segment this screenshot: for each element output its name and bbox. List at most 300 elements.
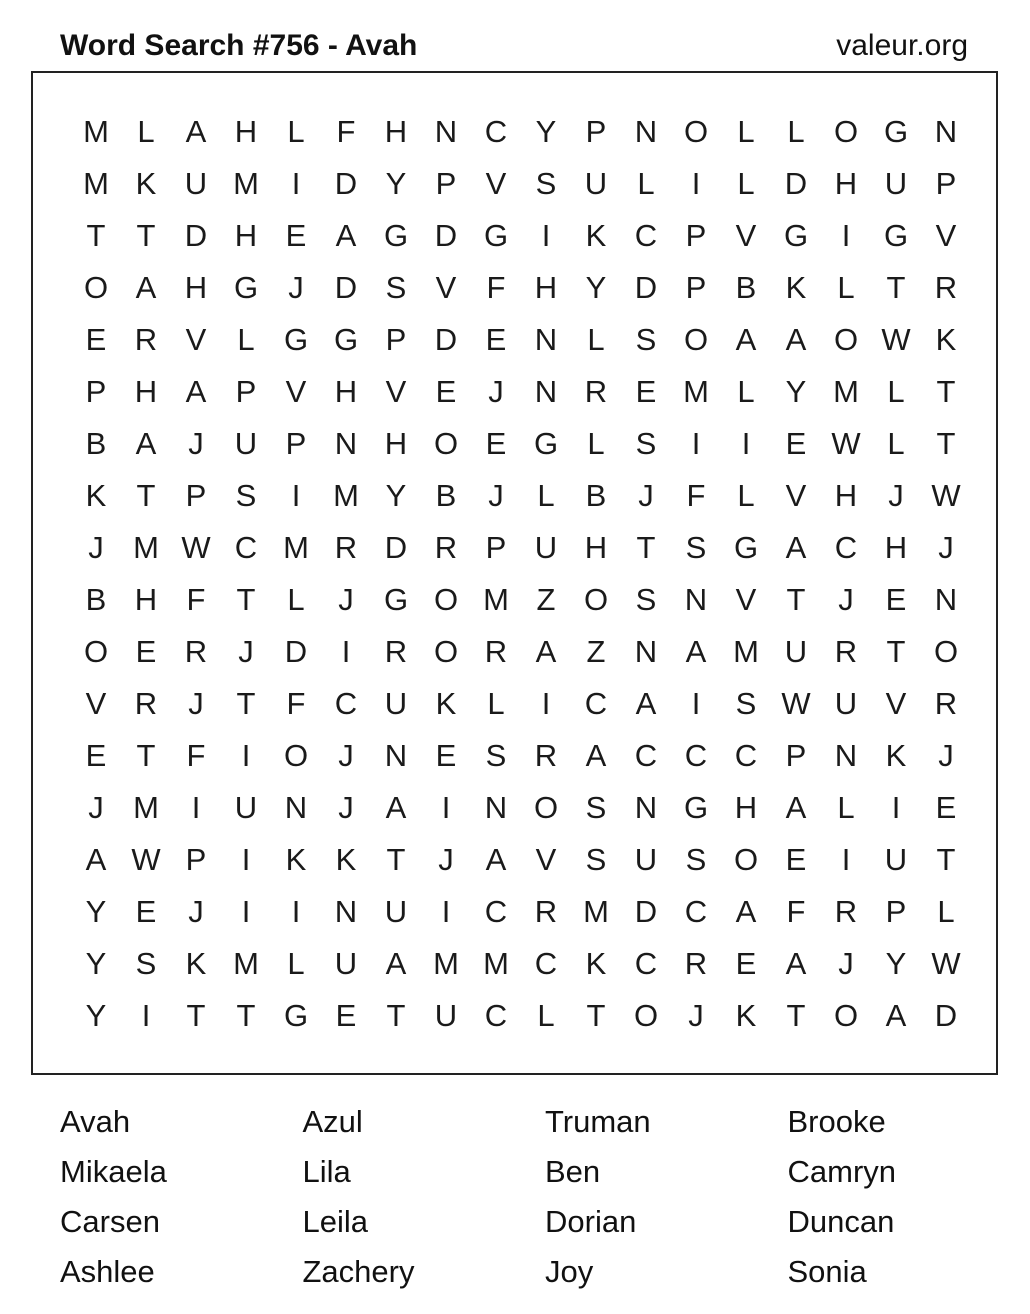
grid-letter[interactable]: I (241, 894, 251, 929)
grid-letter[interactable]: L (537, 478, 555, 513)
grid-letter[interactable]: A (485, 842, 507, 877)
grid-letter[interactable]: I (691, 166, 701, 201)
grid-letter[interactable]: T (386, 998, 406, 1033)
grid-letter[interactable]: O (583, 582, 609, 617)
grid-letter[interactable]: H (834, 478, 858, 513)
grid-letter[interactable]: L (287, 114, 305, 149)
grid-letter[interactable]: L (737, 166, 755, 201)
grid-letter[interactable]: G (733, 530, 759, 565)
grid-letter[interactable]: H (834, 166, 858, 201)
grid-letter[interactable]: A (385, 946, 407, 981)
grid-letter[interactable]: A (685, 634, 707, 669)
grid-letter[interactable]: I (691, 686, 701, 721)
grid-letter[interactable]: P (435, 166, 457, 201)
grid-letter[interactable]: R (434, 530, 458, 565)
grid-letter[interactable]: S (235, 478, 257, 513)
grid-letter[interactable]: I (541, 218, 551, 253)
grid-letter[interactable]: W (831, 426, 861, 461)
grid-letter[interactable]: O (833, 322, 859, 357)
grid-letter[interactable]: E (785, 842, 807, 877)
grid-letter[interactable]: J (188, 426, 204, 461)
grid-letter[interactable]: V (785, 478, 807, 513)
grid-letter[interactable]: E (135, 894, 157, 929)
grid-letter[interactable]: M (733, 634, 759, 669)
grid-letter[interactable]: Z (586, 634, 606, 669)
grid-letter[interactable]: F (186, 738, 206, 773)
grid-letter[interactable]: A (785, 946, 807, 981)
grid-letter[interactable]: K (335, 842, 357, 877)
grid-letter[interactable]: V (885, 686, 907, 721)
grid-letter[interactable]: W (131, 842, 161, 877)
grid-letter[interactable]: G (483, 218, 509, 253)
grid-letter[interactable]: B (435, 478, 457, 513)
grid-letter[interactable]: J (888, 478, 904, 513)
grid-letter[interactable]: I (741, 426, 751, 461)
grid-letter[interactable]: K (785, 270, 807, 305)
grid-letter[interactable]: J (288, 270, 304, 305)
grid-letter[interactable]: M (583, 894, 609, 929)
grid-letter[interactable]: V (385, 374, 407, 409)
grid-letter[interactable]: K (435, 686, 457, 721)
grid-letter[interactable]: N (434, 114, 458, 149)
grid-letter[interactable]: H (184, 270, 208, 305)
grid-letter[interactable]: E (135, 634, 157, 669)
grid-letter[interactable]: L (637, 166, 655, 201)
grid-letter[interactable]: W (881, 322, 911, 357)
grid-letter[interactable]: N (684, 582, 708, 617)
grid-letter[interactable]: C (584, 686, 608, 721)
grid-letter[interactable]: T (936, 374, 956, 409)
grid-letter[interactable]: M (133, 530, 159, 565)
grid-letter[interactable]: W (931, 478, 961, 513)
grid-letter[interactable]: P (585, 114, 607, 149)
grid-letter[interactable]: U (884, 842, 908, 877)
grid-letter[interactable]: A (785, 322, 807, 357)
grid-letter[interactable]: G (333, 322, 359, 357)
grid-letter[interactable]: E (85, 738, 107, 773)
grid-letter[interactable]: R (134, 686, 158, 721)
grid-letter[interactable]: T (786, 998, 806, 1033)
grid-letter[interactable]: T (136, 738, 156, 773)
grid-letter[interactable]: T (636, 530, 656, 565)
grid-letter[interactable]: H (534, 270, 558, 305)
grid-letter[interactable]: R (534, 738, 558, 773)
grid-letter[interactable]: D (634, 894, 658, 929)
grid-letter[interactable]: E (435, 738, 457, 773)
grid-letter[interactable]: H (234, 218, 258, 253)
grid-letter[interactable]: L (537, 998, 555, 1033)
grid-letter[interactable]: C (484, 114, 508, 149)
grid-letter[interactable]: S (585, 842, 607, 877)
grid-letter[interactable]: U (434, 998, 458, 1033)
grid-letter[interactable]: H (234, 114, 258, 149)
grid-letter[interactable]: O (733, 842, 759, 877)
grid-letter[interactable]: N (834, 738, 858, 773)
grid-letter[interactable]: V (485, 166, 507, 201)
grid-letter[interactable]: F (286, 686, 306, 721)
grid-letter[interactable]: I (291, 478, 301, 513)
grid-letter[interactable]: J (488, 374, 504, 409)
grid-letter[interactable]: U (534, 530, 558, 565)
grid-letter[interactable]: J (488, 478, 504, 513)
grid-letter[interactable]: O (283, 738, 309, 773)
grid-letter[interactable]: A (185, 114, 207, 149)
grid-letter[interactable]: I (141, 998, 151, 1033)
grid-letter[interactable]: C (634, 738, 658, 773)
grid-letter[interactable]: P (385, 322, 407, 357)
grid-letter[interactable]: K (135, 166, 157, 201)
grid-letter[interactable]: N (284, 790, 308, 825)
grid-letter[interactable]: S (635, 426, 657, 461)
grid-letter[interactable]: F (786, 894, 806, 929)
grid-letter[interactable]: T (786, 582, 806, 617)
grid-letter[interactable]: N (634, 790, 658, 825)
grid-letter[interactable]: Y (585, 270, 607, 305)
grid-letter[interactable]: M (233, 166, 259, 201)
grid-letter[interactable]: V (285, 374, 307, 409)
grid-letter[interactable]: S (585, 790, 607, 825)
grid-letter[interactable]: J (338, 582, 354, 617)
grid-letter[interactable]: B (85, 426, 107, 461)
grid-letter[interactable]: I (891, 790, 901, 825)
grid-letter[interactable]: L (887, 426, 905, 461)
grid-letter[interactable]: Y (385, 166, 407, 201)
grid-letter[interactable]: J (938, 530, 954, 565)
grid-letter[interactable]: S (685, 842, 707, 877)
grid-letter[interactable]: H (384, 114, 408, 149)
grid-letter[interactable]: J (638, 478, 654, 513)
grid-letter[interactable]: A (735, 894, 757, 929)
grid-letter[interactable]: V (735, 218, 757, 253)
grid-letter[interactable]: D (384, 530, 408, 565)
grid-letter[interactable]: C (634, 218, 658, 253)
grid-letter[interactable]: I (841, 218, 851, 253)
grid-letter[interactable]: E (285, 218, 307, 253)
grid-letter[interactable]: G (383, 582, 409, 617)
grid-letter[interactable]: O (83, 634, 109, 669)
grid-letter[interactable]: E (785, 426, 807, 461)
grid-letter[interactable]: H (584, 530, 608, 565)
grid-letter[interactable]: P (685, 218, 707, 253)
grid-letter[interactable]: U (184, 166, 208, 201)
grid-letter[interactable]: D (784, 166, 808, 201)
grid-letter[interactable]: F (186, 582, 206, 617)
grid-letter[interactable]: K (735, 998, 757, 1033)
grid-letter[interactable]: D (434, 218, 458, 253)
grid-letter[interactable]: I (691, 426, 701, 461)
grid-letter[interactable]: P (935, 166, 957, 201)
grid-letter[interactable]: A (335, 218, 357, 253)
grid-letter[interactable]: Y (85, 998, 107, 1033)
grid-letter[interactable]: L (487, 686, 505, 721)
grid-letter[interactable]: P (185, 842, 207, 877)
grid-letter[interactable]: G (533, 426, 559, 461)
grid-letter[interactable]: A (135, 270, 157, 305)
grid-letter[interactable]: U (334, 946, 358, 981)
grid-letter[interactable]: J (88, 530, 104, 565)
grid-letter[interactable]: C (634, 946, 658, 981)
grid-letter[interactable]: M (683, 374, 709, 409)
grid-letter[interactable]: M (483, 946, 509, 981)
grid-letter[interactable]: L (587, 426, 605, 461)
grid-letter[interactable]: O (683, 322, 709, 357)
grid-letter[interactable]: K (185, 946, 207, 981)
grid-letter[interactable]: E (885, 582, 907, 617)
grid-letter[interactable]: T (136, 478, 156, 513)
grid-letter[interactable]: C (684, 894, 708, 929)
grid-letter[interactable]: N (384, 738, 408, 773)
grid-letter[interactable]: A (85, 842, 107, 877)
grid-letter[interactable]: C (534, 946, 558, 981)
grid-letter[interactable]: Y (385, 478, 407, 513)
grid-letter[interactable]: S (735, 686, 757, 721)
grid-letter[interactable]: U (234, 790, 258, 825)
grid-letter[interactable]: R (534, 894, 558, 929)
grid-letter[interactable]: P (185, 478, 207, 513)
grid-letter[interactable]: C (484, 998, 508, 1033)
grid-letter[interactable]: E (85, 322, 107, 357)
grid-letter[interactable]: A (185, 374, 207, 409)
grid-letter[interactable]: D (184, 218, 208, 253)
grid-letter[interactable]: U (634, 842, 658, 877)
grid-letter[interactable]: M (233, 946, 259, 981)
grid-letter[interactable]: O (833, 998, 859, 1033)
grid-letter[interactable]: I (441, 790, 451, 825)
grid-letter[interactable]: R (834, 894, 858, 929)
grid-letter[interactable]: N (334, 894, 358, 929)
grid-letter[interactable]: T (886, 634, 906, 669)
grid-letter[interactable]: F (486, 270, 506, 305)
grid-letter[interactable]: W (781, 686, 811, 721)
grid-letter[interactable]: A (585, 738, 607, 773)
grid-letter[interactable]: A (735, 322, 757, 357)
grid-letter[interactable]: S (485, 738, 507, 773)
grid-letter[interactable]: N (934, 582, 958, 617)
grid-letter[interactable]: I (441, 894, 451, 929)
grid-letter[interactable]: C (834, 530, 858, 565)
grid-letter[interactable]: G (783, 218, 809, 253)
grid-letter[interactable]: C (734, 738, 758, 773)
grid-letter[interactable]: K (885, 738, 907, 773)
grid-letter[interactable]: N (934, 114, 958, 149)
grid-letter[interactable]: D (334, 270, 358, 305)
grid-letter[interactable]: I (241, 738, 251, 773)
grid-letter[interactable]: I (291, 894, 301, 929)
grid-letter[interactable]: N (634, 114, 658, 149)
grid-letter[interactable]: V (185, 322, 207, 357)
grid-letter[interactable]: A (785, 530, 807, 565)
grid-letter[interactable]: S (385, 270, 407, 305)
grid-letter[interactable]: P (785, 738, 807, 773)
grid-letter[interactable]: G (283, 998, 309, 1033)
grid-letter[interactable]: T (236, 998, 256, 1033)
grid-letter[interactable]: C (484, 894, 508, 929)
grid-letter[interactable]: E (635, 374, 657, 409)
grid-letter[interactable]: F (686, 478, 706, 513)
grid-letter[interactable]: P (485, 530, 507, 565)
grid-letter[interactable]: P (285, 426, 307, 461)
grid-letter[interactable]: A (135, 426, 157, 461)
grid-letter[interactable]: A (885, 998, 907, 1033)
grid-letter[interactable]: H (884, 530, 908, 565)
grid-letter[interactable]: E (485, 322, 507, 357)
grid-letter[interactable]: G (683, 790, 709, 825)
grid-letter[interactable]: H (384, 426, 408, 461)
grid-letter[interactable]: K (285, 842, 307, 877)
grid-letter[interactable]: M (833, 374, 859, 409)
grid-letter[interactable]: E (335, 998, 357, 1033)
grid-letter[interactable]: Y (785, 374, 807, 409)
grid-letter[interactable]: L (287, 946, 305, 981)
grid-letter[interactable]: N (634, 634, 658, 669)
grid-letter[interactable]: N (534, 374, 558, 409)
grid-letter[interactable]: F (336, 114, 356, 149)
grid-letter[interactable]: O (533, 790, 559, 825)
grid-letter[interactable]: M (483, 582, 509, 617)
grid-letter[interactable]: L (837, 790, 855, 825)
grid-letter[interactable]: I (341, 634, 351, 669)
grid-letter[interactable]: H (334, 374, 358, 409)
grid-letter[interactable]: Y (85, 946, 107, 981)
grid-letter[interactable]: J (438, 842, 454, 877)
grid-letter[interactable]: Z (536, 582, 556, 617)
grid-letter[interactable]: O (433, 582, 459, 617)
grid-letter[interactable]: L (737, 478, 755, 513)
grid-letter[interactable]: Y (885, 946, 907, 981)
grid-letter[interactable]: R (184, 634, 208, 669)
grid-letter[interactable]: V (85, 686, 107, 721)
grid-letter[interactable]: K (85, 478, 107, 513)
grid-letter[interactable]: D (434, 322, 458, 357)
grid-letter[interactable]: V (435, 270, 457, 305)
grid-letter[interactable]: C (684, 738, 708, 773)
grid-letter[interactable]: L (137, 114, 155, 149)
grid-letter[interactable]: T (886, 270, 906, 305)
grid-letter[interactable]: M (83, 114, 109, 149)
grid-letter[interactable]: R (834, 634, 858, 669)
grid-letter[interactable]: U (234, 426, 258, 461)
grid-letter[interactable]: G (383, 218, 409, 253)
grid-letter[interactable]: W (931, 946, 961, 981)
grid-letter[interactable]: U (884, 166, 908, 201)
grid-letter[interactable]: L (737, 114, 755, 149)
grid-letter[interactable]: T (186, 998, 206, 1033)
grid-letter[interactable]: O (433, 426, 459, 461)
grid-letter[interactable]: L (937, 894, 955, 929)
grid-letter[interactable]: J (88, 790, 104, 825)
grid-letter[interactable]: R (584, 374, 608, 409)
grid-letter[interactable]: J (238, 634, 254, 669)
grid-letter[interactable]: M (433, 946, 459, 981)
grid-letter[interactable]: J (838, 582, 854, 617)
grid-letter[interactable]: I (191, 790, 201, 825)
grid-letter[interactable]: O (633, 998, 659, 1033)
grid-letter[interactable]: O (683, 114, 709, 149)
grid-letter[interactable]: J (188, 686, 204, 721)
grid-letter[interactable]: A (635, 686, 657, 721)
grid-letter[interactable]: G (883, 218, 909, 253)
grid-letter[interactable]: K (585, 218, 607, 253)
grid-letter[interactable]: K (585, 946, 607, 981)
grid-letter[interactable]: T (936, 842, 956, 877)
grid-letter[interactable]: T (386, 842, 406, 877)
grid-letter[interactable]: B (735, 270, 757, 305)
grid-letter[interactable]: U (584, 166, 608, 201)
grid-letter[interactable]: L (787, 114, 805, 149)
grid-letter[interactable]: L (237, 322, 255, 357)
grid-letter[interactable]: E (435, 374, 457, 409)
grid-letter[interactable]: R (484, 634, 508, 669)
grid-letter[interactable]: T (236, 686, 256, 721)
grid-letter[interactable]: V (935, 218, 957, 253)
grid-letter[interactable]: P (685, 270, 707, 305)
grid-letter[interactable]: G (283, 322, 309, 357)
grid-letter[interactable]: S (685, 530, 707, 565)
grid-letter[interactable]: L (737, 374, 755, 409)
grid-letter[interactable]: Y (85, 894, 107, 929)
grid-letter[interactable]: J (338, 738, 354, 773)
grid-letter[interactable]: M (333, 478, 359, 513)
grid-letter[interactable]: T (136, 218, 156, 253)
grid-letter[interactable]: H (134, 582, 158, 617)
grid-letter[interactable]: O (833, 114, 859, 149)
grid-letter[interactable]: G (883, 114, 909, 149)
grid-letter[interactable]: J (188, 894, 204, 929)
grid-letter[interactable]: L (587, 322, 605, 357)
grid-letter[interactable]: C (234, 530, 258, 565)
grid-letter[interactable]: A (785, 790, 807, 825)
grid-letter[interactable]: T (236, 582, 256, 617)
grid-letter[interactable]: S (635, 582, 657, 617)
grid-letter[interactable]: J (938, 738, 954, 773)
grid-letter[interactable]: T (86, 218, 106, 253)
grid-letter[interactable]: O (933, 634, 959, 669)
grid-letter[interactable]: M (83, 166, 109, 201)
grid-letter[interactable]: L (287, 582, 305, 617)
grid-letter[interactable]: V (535, 842, 557, 877)
grid-letter[interactable]: H (734, 790, 758, 825)
grid-letter[interactable]: W (181, 530, 211, 565)
grid-letter[interactable]: O (83, 270, 109, 305)
grid-letter[interactable]: N (484, 790, 508, 825)
grid-letter[interactable]: R (934, 270, 958, 305)
grid-letter[interactable]: S (635, 322, 657, 357)
grid-letter[interactable]: K (935, 322, 957, 357)
grid-letter[interactable]: J (688, 998, 704, 1033)
grid-letter[interactable]: R (334, 530, 358, 565)
grid-letter[interactable]: M (133, 790, 159, 825)
grid-letter[interactable]: N (334, 426, 358, 461)
grid-letter[interactable]: D (634, 270, 658, 305)
grid-letter[interactable]: I (841, 842, 851, 877)
grid-letter[interactable]: C (334, 686, 358, 721)
grid-letter[interactable]: S (535, 166, 557, 201)
grid-letter[interactable]: B (585, 478, 607, 513)
grid-letter[interactable]: U (784, 634, 808, 669)
grid-letter[interactable]: A (385, 790, 407, 825)
grid-letter[interactable]: P (885, 894, 907, 929)
grid-letter[interactable]: R (134, 322, 158, 357)
grid-letter[interactable]: G (233, 270, 259, 305)
grid-letter[interactable]: D (284, 634, 308, 669)
grid-letter[interactable]: D (934, 998, 958, 1033)
grid-letter[interactable]: O (433, 634, 459, 669)
grid-letter[interactable]: R (934, 686, 958, 721)
grid-letter[interactable]: M (283, 530, 309, 565)
grid-letter[interactable]: P (235, 374, 257, 409)
grid-letter[interactable]: B (85, 582, 107, 617)
grid-letter[interactable]: S (135, 946, 157, 981)
